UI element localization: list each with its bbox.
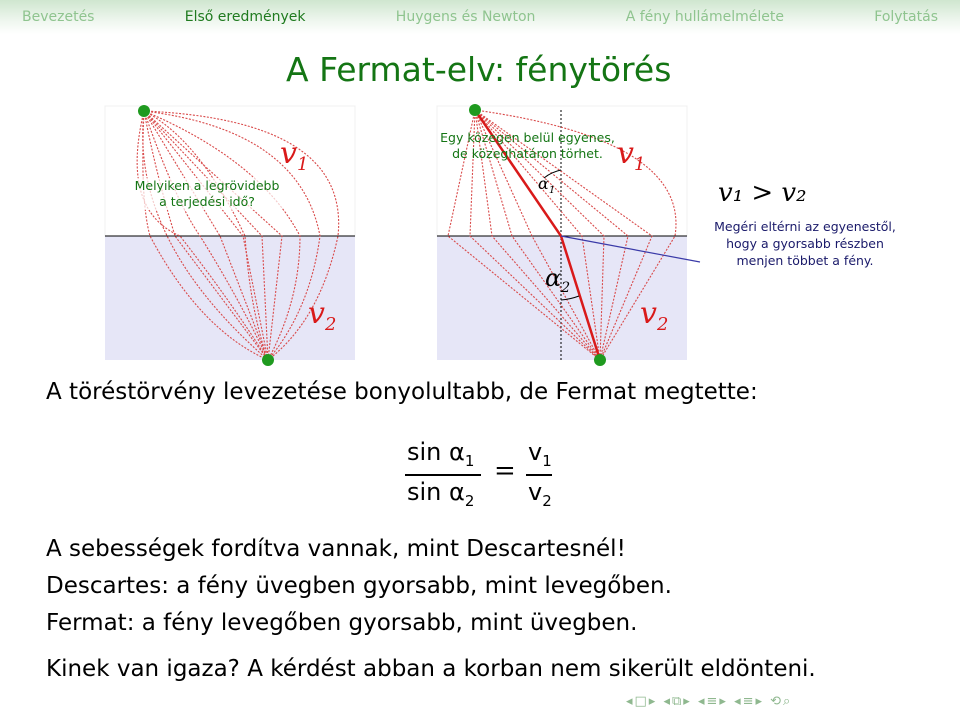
question-note: Melyiken a legrövidebb a terjedési idő? <box>132 178 282 210</box>
nav-item-intro[interactable]: Bevezetés <box>22 9 95 25</box>
prev-subsection-icon[interactable]: ◂⧉▸ <box>663 694 692 709</box>
v2-label-left: $v_2$ <box>308 296 337 335</box>
statement-line-2: Descartes: a fény üvegben gyorsabb, mint levegőben. <box>46 573 672 599</box>
fraction-bar-left <box>405 474 481 476</box>
beamer-nav-controls <box>626 694 792 709</box>
nav-item-huygens-newton[interactable]: Huygens és Newton <box>395 9 536 25</box>
alpha2-label: $\alpha_2$ <box>545 264 571 296</box>
formula-num-right: $v_1$ <box>528 438 552 470</box>
side-note-text: Megéri eltérni az egyenestől, hogy a gyorsabb részben menjen többet a fény. <box>714 219 896 268</box>
nav-item-continuation[interactable]: Folytatás <box>874 9 938 25</box>
prev-doc-icon[interactable]: ◂≡▸ <box>734 694 765 709</box>
statement-line-1: A sebességek fordítva vannak, mint Descartesnél! <box>46 536 626 562</box>
refraction-note: Egy közegen belül egyenes, de közeghatáron törhet. <box>440 130 615 161</box>
formula-equals: = <box>494 456 516 486</box>
formula-den-left: $\sin \alpha_2$ <box>407 478 475 510</box>
prev-frame-icon[interactable]: ◂□▸ <box>626 694 658 709</box>
statement-line-3: Fermat: a fény levegőben gyorsabb, mint üvegben. <box>46 610 638 636</box>
fraction-bar-right <box>526 474 552 476</box>
formula-num-left: $\sin \alpha_1$ <box>407 438 475 470</box>
search-icon[interactable]: ⟲⌕ <box>770 694 793 709</box>
alpha1-label: $\alpha_1$ <box>538 174 556 197</box>
speed-relation: v₁ > v₂ <box>718 178 807 208</box>
nav-item-wave-theory[interactable]: A fény hullámelmélete <box>625 9 784 25</box>
v2-label-right: $v_2$ <box>640 296 669 335</box>
nav-item-first-results[interactable]: Első eredmények <box>184 9 306 25</box>
v1-label-right: $v_1$ <box>617 136 646 175</box>
formula-den-right: $v_2$ <box>528 478 552 510</box>
prev-section-icon[interactable]: ◂≡▸ <box>697 694 728 709</box>
conclusion-text: Kinek van igaza? A kérdést abban a korban nem sikerült eldönteni. <box>46 656 816 682</box>
intro-text: A töréstörvény levezetése bonyolultabb, de Fermat megtette: <box>46 379 758 405</box>
source-point-left <box>138 105 150 117</box>
v1-label-left: $v_1$ <box>280 136 309 175</box>
slide-title: A Fermat-elv: fénytörés <box>286 50 672 89</box>
target-point-left <box>262 354 274 366</box>
target-point-right <box>594 354 606 366</box>
source-point-right <box>469 104 481 116</box>
